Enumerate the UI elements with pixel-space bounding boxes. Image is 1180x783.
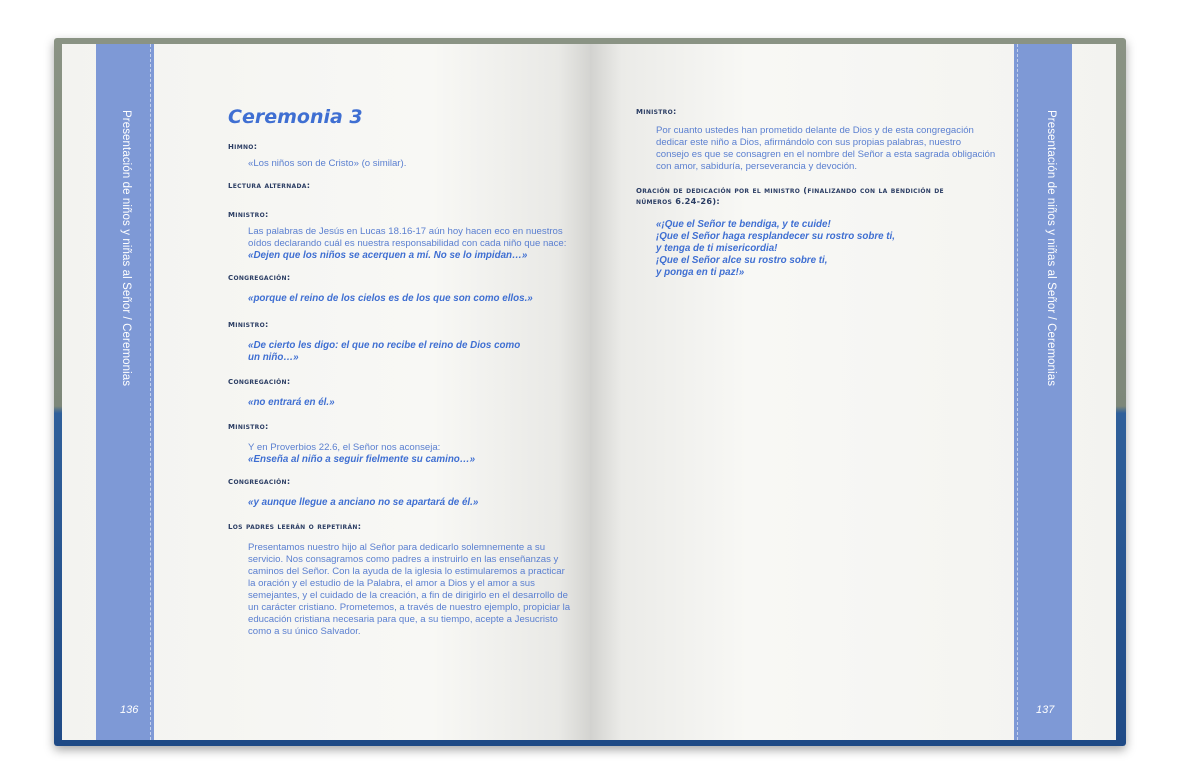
blessing-line-4: ¡Que el Señor alce su rostro sobre ti, — [656, 255, 828, 266]
congregacion-text-1: «porque el reino de los cielos es de los que son como ellos.» — [248, 293, 533, 304]
padres-label: los padres leerán o repetirán: — [228, 521, 362, 532]
congregacion-text-3: «y aunque llegue a anciano no se apartará de él.» — [248, 497, 479, 508]
left-running-header: Presentación de niños y niñas al Señor / Ceremonias — [120, 110, 132, 387]
right-content — [636, 106, 996, 289]
ministro-text-3 — [248, 442, 573, 466]
ministro-label-2: ministro: — [228, 319, 269, 330]
ministro-text-3-body: Y en Proverbios 22.6, el Señor nos aconseja: — [248, 442, 441, 453]
himno-text: «Los niños son de Cristo» (o similar). — [248, 158, 407, 169]
left-page-number: 136 — [120, 704, 139, 716]
padres-text: Presentamos nuestro hijo al Señor para dedicarlo solemnemente a su servicio. Nos consagramos como padres a instruirlo en las enseñanzas y caminos del Señor. Con la ayuda de la iglesia lo estimularemos a practicar la oración y el estudio de la Palabra, el amor a Dios y el amor a sus semejantes, y el cuidado de la creación, a fin de dirigirlo en el desarrollo de un carácter cristiano. Prometemos, a través de nuestro ejemplo, propiciar la educación cristiana necesaria para que, a su tiempo, acepte a Jesucristo como a su único Salvador. — [248, 542, 571, 637]
ministro-label-1: ministro: — [228, 209, 269, 220]
left-page — [62, 44, 590, 740]
congregacion-label-1: congregación: — [228, 272, 291, 283]
ministro-label-3: ministro: — [228, 421, 269, 432]
ministro-quote-3: «Enseña al niño a seguir fielmente su camino…» — [248, 454, 476, 465]
spacer — [228, 197, 573, 209]
ministro-quote-1: «Dejen que los niños se acerquen a mí. No se lo impidan…» — [248, 250, 528, 261]
band-dashed-line — [150, 44, 151, 740]
himno-label: himno: — [228, 141, 258, 152]
left-content — [228, 106, 573, 648]
ceremony-title: Ceremonia 3 — [228, 106, 363, 128]
right-page — [590, 44, 1116, 740]
congregacion-label-2: congregación: — [228, 376, 291, 387]
lectura-label: lectura alternada: — [228, 180, 311, 191]
blessing-line-1: «¡Que el Señor te bendiga, y te cuide! — [656, 219, 831, 230]
blessing-line-2: ¡Que el Señor haga resplandecer su rostro sobre ti, — [656, 231, 896, 242]
congregacion-label-3: congregación: — [228, 476, 291, 487]
blessing-line-5: y ponga en ti paz!» — [656, 267, 745, 278]
ministro-text-1 — [248, 226, 573, 262]
blessing-line-3: y tenga de ti misericordia! — [656, 243, 778, 254]
ministro-text-1-body: Las palabras de Jesús en Lucas 18.16-17 aún hoy hacen eco en nuestros oídos declarando cuál es nuestra responsabilidad con cada niño que nace: — [248, 226, 567, 249]
ministro-label-4: ministro: — [636, 106, 677, 117]
right-side-band — [1014, 44, 1072, 740]
ministro-text-2: «De cierto les digo: el que no recibe el reino de Dios como un niño…» — [248, 340, 521, 363]
band-dashed-line — [1017, 44, 1018, 740]
oracion-label: oración de dedicación por el ministro (finalizando con la bendición de números 6.24-26): — [636, 185, 944, 206]
ministro-text-4: Por cuanto ustedes han prometido delante de Dios y de esta congregación dedicar este niño a Dios, afirmándolo con sus propias palabras, nuestro consejo es que se consagren en el nombre del Señor a esta sagrada obligación con amor, sabiduría, perseverancia y devoción. — [656, 125, 996, 172]
blessing — [656, 219, 996, 279]
congregacion-text-2: «no entrará en él.» — [248, 397, 335, 408]
open-book — [54, 38, 1126, 746]
right-page-number: 137 — [1036, 704, 1055, 716]
right-running-header: Presentación de niños y niñas al Señor / Ceremonias — [1045, 110, 1057, 387]
